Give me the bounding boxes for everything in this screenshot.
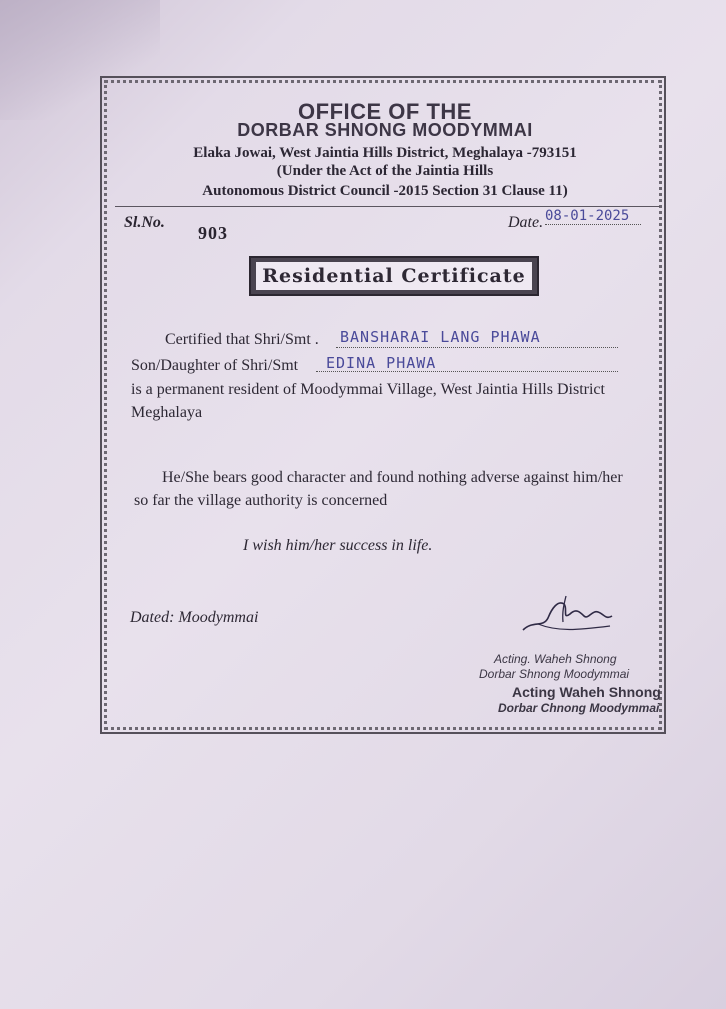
resident-line-1: is a permanent resident of Moodymmai Village, West Jaintia Hills District (131, 381, 605, 398)
wish-line: I wish him/her success in life. (243, 537, 433, 554)
authority-title: Acting. Waheh Shnong (494, 652, 617, 666)
name-dotted-line (336, 346, 618, 348)
office-title: OFFICE OF THE (298, 99, 472, 124)
dorbar-title: DORBAR SHNONG MOODYMMAI (237, 120, 533, 140)
certificate-title: Residential Certificate (256, 262, 532, 290)
character-line-1: He/She bears good character and found nothing adverse against him/her (162, 469, 623, 486)
serial-number: 903 (198, 223, 228, 243)
stamp-title: Acting Waheh Shnong (512, 684, 661, 700)
certified-prefix: Certified that Shri/Smt . (165, 331, 319, 348)
authority-office: Dorbar Shnong Moodymmai (479, 667, 630, 681)
dated-line: Dated: Moodymmai (130, 609, 259, 626)
address-line: Elaka Jowai, West Jaintia Hills District, Meghalaya -793151 (193, 145, 577, 161)
act-line-1: (Under the Act of the Jaintia Hills (276, 163, 494, 179)
parent-name: EDINA PHAWA (326, 354, 437, 372)
relation-prefix: Son/Daughter of Shri/Smt (131, 357, 299, 374)
header-divider (115, 206, 660, 207)
holder-name: BANSHARAI LANG PHAWA (340, 328, 541, 346)
date-label: Date. (508, 214, 544, 231)
signature-image (518, 590, 618, 640)
resident-line-2: Meghalaya (131, 404, 203, 421)
act-line-2: Autonomous District Council -2015 Section 31 Clause 11) (202, 183, 568, 199)
date-value: 08-01-2025 (545, 208, 641, 225)
character-line-2: so far the village authority is concerned (134, 492, 388, 509)
parent-dotted-line (316, 370, 618, 372)
stamp-office: Dorbar Chnong Moodymmai (498, 701, 660, 715)
serial-label: Sl.No. (124, 214, 165, 231)
